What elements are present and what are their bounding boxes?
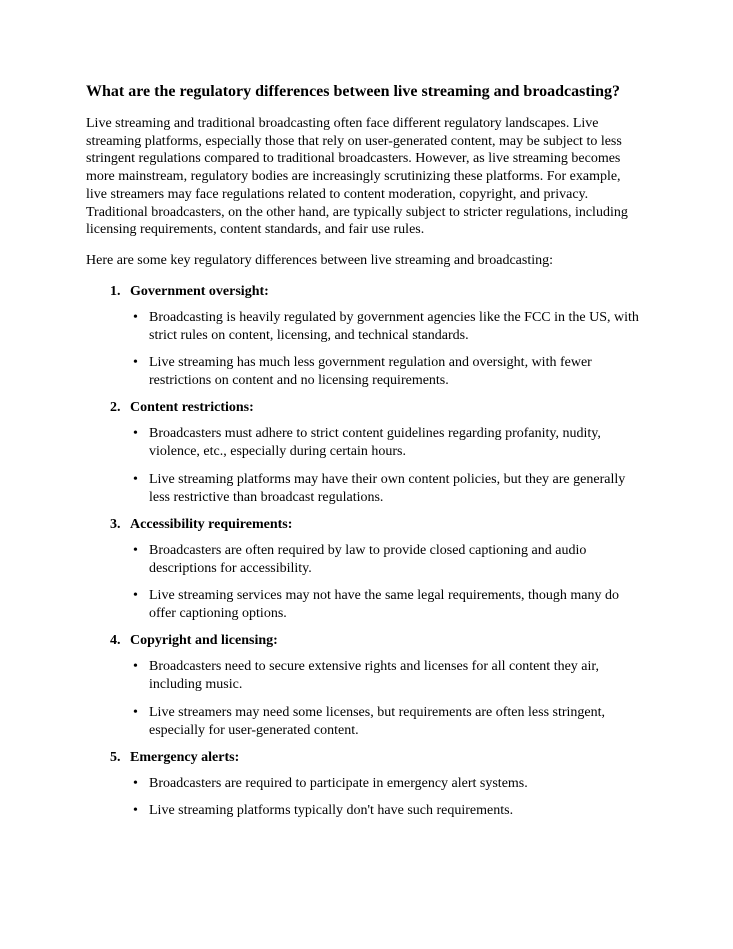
list-number: 3. (110, 516, 121, 532)
list-item (86, 399, 645, 507)
bullet-item (86, 704, 645, 740)
list-item (86, 749, 645, 820)
bullet-text: Broadcasting is heavily regulated by government agencies like the FCC in the US, with strict rules on content, licensing, and technical standards. (149, 309, 639, 343)
list-number: 2. (110, 400, 121, 416)
bullet-item (86, 775, 645, 793)
bullet-text: Broadcasters are often required by law to provide closed captioning and audio descriptions for accessibility. (149, 542, 587, 576)
bullet-item (86, 425, 645, 461)
bullet-icon: • (133, 426, 138, 442)
bullet-text: Live streaming services may not have the same legal requirements, though many do offer captioning options. (149, 588, 620, 622)
bullet-text: Broadcasters are required to participate in emergency alert systems. (149, 775, 528, 791)
section-heading: Content restrictions: (130, 400, 254, 416)
list-item (86, 516, 645, 624)
bullet-item (86, 587, 645, 623)
bullet-item (86, 802, 645, 820)
section-heading: Emergency alerts: (130, 749, 240, 765)
section-heading: Copyright and licensing: (130, 633, 278, 649)
bullet-text: Broadcasters need to secure extensive rights and licenses for all content they air, including music. (149, 659, 599, 693)
list-item (86, 632, 645, 740)
bullet-icon: • (133, 659, 138, 675)
bullet-item (86, 309, 645, 345)
list-number: 4. (110, 633, 121, 649)
bullet-item (86, 658, 645, 694)
bullet-icon: • (133, 309, 138, 325)
bullet-text: Live streaming platforms typically don't have such requirements. (149, 802, 514, 818)
list-item (86, 283, 645, 391)
section-heading: Government oversight: (130, 283, 269, 299)
bullet-text: Broadcasters must adhere to strict content guidelines regarding profanity, nudity, violence, etc., especially during certain hours. (149, 426, 601, 460)
bullet-icon: • (133, 802, 138, 818)
bullet-icon: • (133, 775, 138, 791)
bullet-icon: • (133, 588, 138, 604)
bullet-text: Live streamers may need some licenses, but requirements are often less stringent, especially for user-generated content. (149, 704, 606, 738)
page-title: What are the regulatory differences between live streaming and broadcasting? (86, 83, 621, 100)
bullet-icon: • (133, 471, 138, 487)
bullet-item (86, 354, 645, 390)
list-number: 1. (110, 283, 121, 299)
list-number: 5. (110, 749, 121, 765)
list-intro-paragraph: Here are some key regulatory differences between live streaming and broadcasting: (86, 253, 553, 269)
bullet-text: Live streaming has much less government regulation and oversight, with fewer restrictions on content and no licensing requirements. (149, 355, 592, 389)
bullet-item (86, 471, 645, 507)
bullet-icon: • (133, 355, 138, 371)
bullet-item (86, 542, 645, 578)
section-heading: Accessibility requirements: (130, 516, 293, 532)
bullet-text: Live streaming platforms may have their own content policies, but they are generally less restrictive than broadcast regulations. (149, 471, 626, 505)
bullet-icon: • (133, 704, 138, 720)
intro-paragraph: Live streaming and traditional broadcasting often face different regulatory landscapes. Live streaming platforms, especially those that rely on user-generated content, may be subject to less stringent regulations compared to traditional broadcasters. However, as live streaming becomes more mainstream, regulatory bodies are increasingly scrutinizing these platforms. For example, live streamers may face regulations related to content moderation, copyright, and privacy. Traditional broadcasters, on the other hand, are typically subject to stricter regulations, including licensing requirements, content standards, and fair use rules. (86, 115, 628, 238)
bullet-icon: • (133, 542, 138, 558)
